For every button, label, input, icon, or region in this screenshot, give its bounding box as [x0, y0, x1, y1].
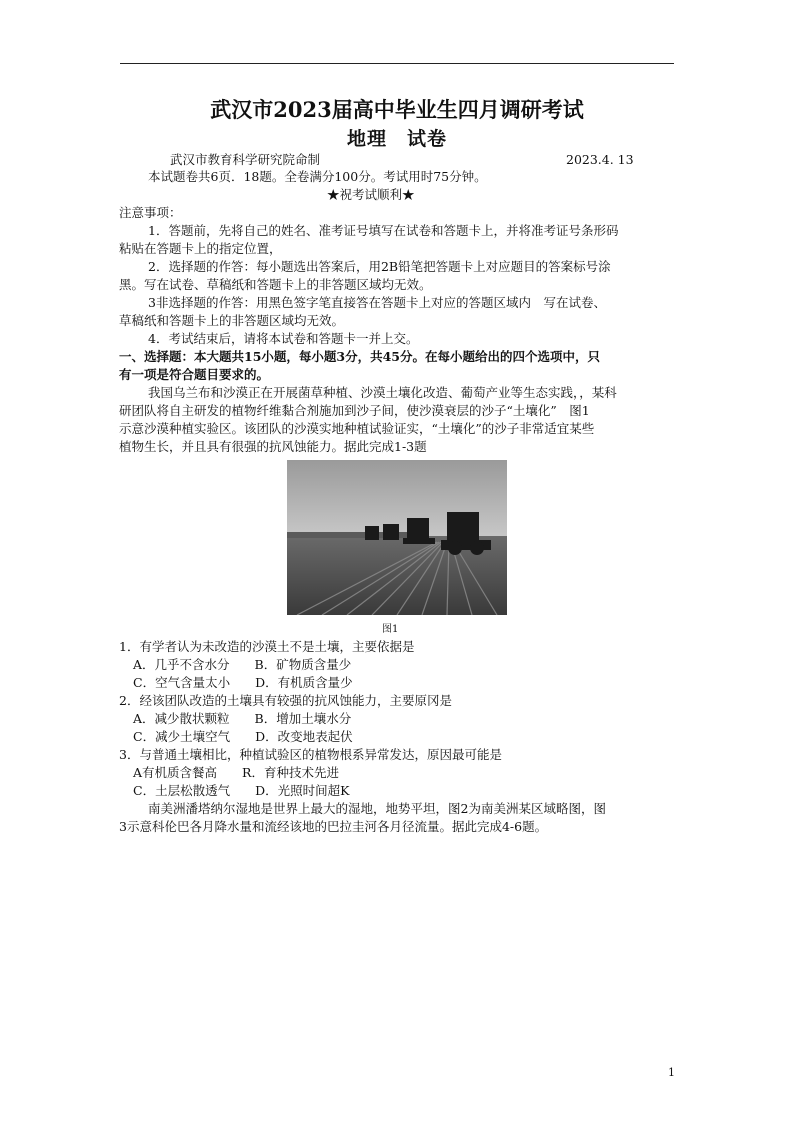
notes-heading: 注意事项：: [119, 205, 182, 220]
top-rule: [120, 63, 674, 64]
question-options: C．土层松散透气 D．光照时间超K: [133, 783, 350, 798]
section-heading: 一、选择题：本大题共15小题，每小题3分，共45分。在每小题给出的四个选项中，只: [119, 349, 600, 364]
exam-subject: 地理 试卷: [346, 128, 447, 150]
question-stem: 2．经该团队改造的土壤具有较强的抗风蚀能力，主要原冈是: [119, 693, 452, 708]
figure-1-photo: [287, 460, 507, 615]
note-line: 2．选择题的作答：每小题选出答案后，用2B铅笔把答题卡上对应题目的答案标号涂: [148, 259, 611, 274]
passage-line: 3示意科伦巴各月降水量和流经该地的巴拉圭河各月径流量。据此完成4-6题。: [119, 819, 548, 834]
passage-line: 示意沙漠种植实验区。该团队的沙漠实地种植试验证实，“土壤化”的沙子非常适宜某些: [119, 421, 595, 436]
exam-title: 武汉市2023届高中毕业生四月调研考试: [210, 97, 584, 122]
question-options: A．减少散状颗粒 B．增加土壤水分: [133, 711, 352, 726]
exam-date: 2023.4. 13: [566, 152, 634, 167]
exam-author: 武汉市教育科学研究院命制: [170, 152, 321, 167]
note-line: 草稿纸和答题卡上的非答题区域均无效。: [119, 313, 345, 328]
page-number: 1: [668, 1066, 675, 1079]
note-line: 4．考试结束后，请将本试卷和答题卡一并上交。: [148, 331, 419, 346]
question-stem: 1．有学者认为未改造的沙漠土不是土壤，主要依据是: [119, 639, 415, 654]
note-line: 黑。写在试卷、草稿纸和答题卡上的非答题区域均无效。: [119, 277, 432, 292]
figure-1-caption: 图1: [382, 624, 399, 635]
question-options: C．空气含量太小 D．有机质含量少: [133, 675, 353, 690]
passage-line: 南美洲潘塔纳尔湿地是世界上最大的湿地，地势平坦，图2为南美洲某区域略图，图: [148, 801, 606, 816]
note-line: 粘贴在答题卡上的指定位置，: [119, 241, 282, 256]
exam-wish: ★祝考试顺利★: [327, 187, 415, 202]
question-stem: 3．与普通土壤相比，种植试验区的植物根系异常发达，原因最可能是: [119, 747, 502, 762]
passage-line: 我国乌兰布和沙漠正在开展菌草种植、沙漠土壤化改造、葡萄产业等生态实践，，某科: [148, 385, 617, 400]
exam-info: 本试题卷共6页．18题。全卷满分100分。考试用时75分钟。: [148, 169, 487, 184]
section-heading: 有一项是符合题目要求的。: [119, 367, 270, 382]
note-line: 1．答题前，先将自己的姓名、准考证号填写在试卷和答题卡上，并将准考证号条形码: [148, 223, 619, 238]
question-options: A．几乎不含水分 B．矿物质含量少: [133, 657, 352, 672]
passage-line: 研团队将自主研发的植物纤维黏合剂施加到沙子间，使沙漠衰层的沙子“土壤化” 图1: [119, 403, 590, 418]
passage-line: 植物生长，并且具有很强的抗风蚀能力。据此完成1-3题: [119, 439, 427, 454]
question-options: A有机质含餐高 R．育种技术先进: [133, 765, 339, 780]
note-line: 3非选择题的作答：用黑色签字笔直接答在答题卡上对应的答题区域内 写在试卷、: [148, 295, 606, 310]
question-options: C．减少土壤空气 D．改变地表起伏: [133, 729, 353, 744]
